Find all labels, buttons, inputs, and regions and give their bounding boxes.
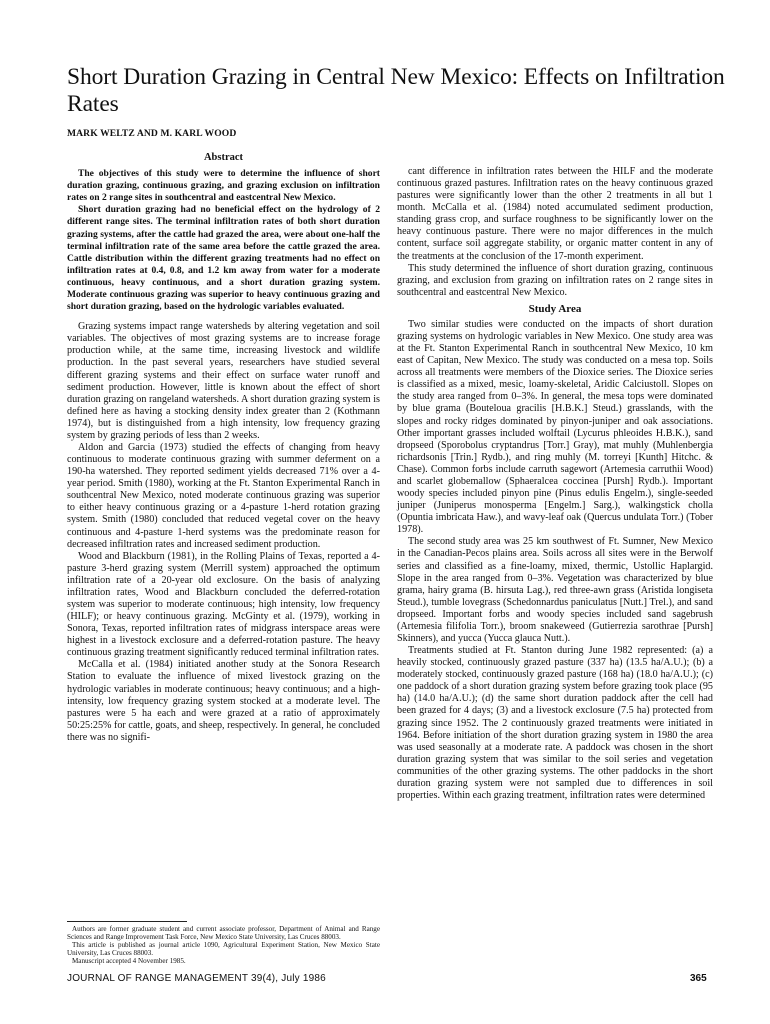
body-paragraph: Treatments studied at Ft. Stanton during June 1982 represented: (a) a heavily stocked, continuously grazed pasture (337 ha) (13.5 ha/A.U.); (b) a moderately stocked, continuously grazed pasture (168 ha) (18.0 ha/A.U.); (c) one paddock of a short duration grazing system before grazing took place (95 ha) (14.0 ha/A.U.); (d) the same short duration paddock after the cell had been grazed for 4 days; (3) and a livestock exclosure (7.5 ha) protected from grazing since 1952. The 2 continuously grazed treatments were initiated in 1964. Before initiation of the short duration grazing system in 1980 the area was used seasonally at a moderate rate. A paddock was chosen in the short duration grazing system that was similar to the soil series and vegetation communities of the other grazing systems. The other paddocks in the short duration grazing system were not sampled due to differences in soil properties. Within each grazing treatment, infiltration rates were determined — [397, 645, 713, 801]
body-paragraph: Aldon and Garcia (1973) studied the effects of changing from heavy continuous to moderate continuous grazing with summer deferment on a 190-ha watershed. They reported sediment yields decreased 71% over a 4-year period. Smith (1980), working at the Ft. Stanton Experimental Ranch in southcentral New Mexico, noted moderate continuous grazing was superior to either heavy continuous grazing or a 4-pasture 1-herd rotation grazing system. Smith (1980) concluded that reduced vegetal cover on the heavy continuous and 4-pasture 1-herd systems was the predominate reason for decreased infiltration rates and increased sediment production. — [67, 441, 380, 550]
abstract-heading: Abstract — [203, 152, 244, 163]
page-number: 365 — [690, 973, 707, 984]
left-column — [67, 152, 380, 744]
article-authors: MARK WELTZ AND M. KARL WOOD — [67, 128, 237, 139]
body-paragraph: Two similar studies were conducted on the impacts of short duration grazing systems on hydrologic variables in New Mexico. One study area was at the Ft. Stanton Experimental Ranch in southcentral New Mexico, 10 km east of Capitan, New Mexico. The study was conducted on a mesa top. Soils across all treatments were members of the Dioxice series. The Dioxice series is classified as a mixed, mesic, loamy-skeletal, Aridic Calciustoll. Slopes on the study area ranged from 0–3%. In general, the mesa tops were dominated by blue grama (Bouteloua gracilis [H.B.K.] Steud.) grasslands, with the slopes and rocky ridges dominated by pinyon-juniper and oak associations. Other important grasses included wolftail (Lycurus phleoides H.B.K.), sand dropseed (Sporobolus cryptandrus [Torr.] Gray), mat muhly (Muhlenbergia richardsonis [Trin.] Rydb.), and ring muhly (M. torreyi [Kunth] Hitchc. & Chase). Common forbs include carruth sagewort (Artemesia carruthii Wood) and scarlet globemallow (Sphaeralcea coccinea [Pursh] Rydb.). Important woody species included pinyon pine (Pinus edulis Engelm.), single-seeded juniper (Juniperus monosperma [Engelm.] Sarg.), walkingstick cholla (Opuntia imbricata Haw.), and wavy-leaf oak (Quercus undulata Torr.) (Tober 1978). — [397, 318, 713, 536]
body-paragraph: McCalla et al. (1984) initiated another study at the Sonora Research Station to evaluate the influence of mixed livestock grazing on the hydrologic variables in moderate continuous; heavy continuous; and a high-intensity, low frequency grazing system stocked at a moderate level. The pastures were 5 ha each and were grazed at a ratio of approximately 50:25:25% for cattle, goats, and sheep, respectively. In general, he concluded there was no signifi- — [67, 659, 380, 743]
right-column — [397, 166, 713, 802]
footnote-paragraph: Authors are former graduate student and current associate professor, Department of Animal and Range Sciences and Range Improvement Task Force, New Mexico State University, Las Cruces 88003. — [67, 925, 380, 942]
body-paragraph: Grazing systems impact range watersheds by altering vegetation and soil variables. The objectives of most grazing systems are to increase forage production while, at the same time, increasing livestock and wildlife production. In the past several years, researchers have studied several different grazing systems and their effect on surface water runoff and sediment production. However, little is known about the effect of short duration grazing on rangeland watersheds. A short duration grazing system is defined here as having a stocking density index greater than 2 (Kothmann 1974), but is distinguished from a high intensity, low frequency grazing system by grazing periods of less than 2 weeks. — [67, 321, 380, 441]
author-footnote — [67, 925, 380, 965]
footnote-paragraph: This article is published as journal article 1090, Agricultural Experiment Station, New Mexico State University, Las Cruces 88003. — [67, 941, 380, 958]
journal-citation-footer: JOURNAL OF RANGE MANAGEMENT 39(4), July 1986 — [67, 973, 326, 984]
body-paragraph: The second study area was 25 km southwest of Ft. Sumner, New Mexico in the Canadian-Pecos plains area. Soils across all sites were in the Berwolf series and classified as a fine-loamy, mixed, thermic, Ustollic Haplargid. Slope in the area ranged from 0–3%. Vegetation was characterized by blue grama, hairy grama (B. hirsuta Lag.), red three-awn grass (Aristida longiseta Steud.), tumble lovegrass (Schedonnardus paniculatus [Nutt.] Trel.), and sand dropseed. Important forbs and woody species included sand sagebrush (Artemesia filifolia Torr.), broom snakeweed (Gutierrezia sarothrae [Pursh] Skinners), and yucca (Yucca glauca Nutt.). — [397, 536, 713, 644]
body-paragraph: Wood and Blackburn (1981), in the Rolling Plains of Texas, reported a 4-pasture 3-herd grazing system (Merrill system) approached the optimum infiltration rate of a 20-year old exclosure. On the basis of analyzing infiltration rates, Wood and Blackburn concluded the deferred-rotation system was superior to moderate continuous; high intensity, low frequency (HILF); or heavy continuous grazing. McGinty et al. (1979), working in Sonora, Texas, reported infiltration rates of midgrass interspace areas were highest in a livestock exclosure and a deferred-rotation pasture. The heavy continuous grazing treatment significantly reduced terminal infiltration rates. — [67, 550, 380, 659]
body-paragraph: cant difference in infiltration rates between the HILF and the moderate continuous grazed pastures. Infiltration rates on the heavy continuous grazed pastures were significantly lower than the other 2 treatments in all but 1 month. McCalla et al. (1984) noted accumulated sediment production, standing grass crop, and surface roughness to be significantly lower on the heavy continuous pasture. There were no major differences in the mulch content, surface soil aggregate stability, or organic matter content in any of the treatments at the conclusion of the 17-month experiment. — [397, 166, 713, 262]
body-paragraph: This study determined the influence of short duration grazing, continuous grazing, and exclusion from grazing on infiltration rates on 2 range sites in southcentral and eastcentral New Mexico. — [397, 262, 713, 298]
section-heading-study-area: Study Area — [528, 302, 582, 315]
footnote-paragraph: Manuscript accepted 4 November 1985. — [72, 957, 186, 966]
abstract-section — [67, 152, 380, 313]
footnote-divider — [67, 921, 187, 922]
abstract-paragraph: The objectives of this study were to determine the influence of short duration grazing, continuous grazing, and grazing exclusion on infiltration rates on 2 range sites in southcentral and eastcentral New Mexico. — [67, 168, 380, 204]
article-title: Short Duration Grazing in Central New Mexico: Effects on Infiltration Rates — [67, 64, 725, 117]
abstract-paragraph: Short duration grazing had no beneficial effect on the hydrology of 2 different range sites. The terminal infiltration rates of both short duration grazing systems, after the cattle had grazed the area, were about one-half the terminal infiltration rate of the same area before the cattle grazed the area. Cattle distribution within the different grazing treatments had no effect on infiltration rates at 0.4, 0.8, and 1.2 km away from water for a moderate continuous, heavy continuous, and a short duration grazing system. Moderate continuous grazing was superior to heavy continuous grazing and short duration grazing, based on the hydrologic variables evaluated. — [67, 204, 380, 313]
